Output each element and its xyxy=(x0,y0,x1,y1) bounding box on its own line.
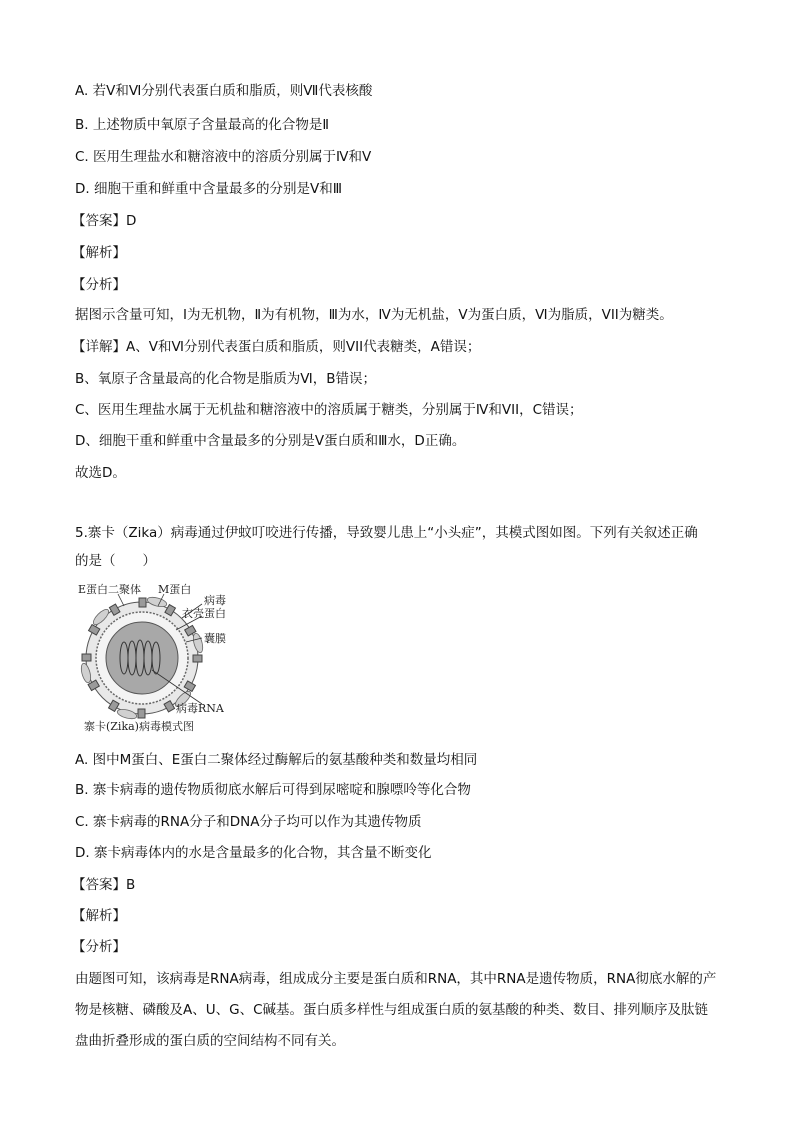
q5-analysis-line-2: 物是核糖、磷酸及A、U、G、C碱基。蛋白质多样性与组成蛋白质的氨基酸的种类、数目、排列顺序及肽链 xyxy=(75,1002,709,1018)
label-envelope: 囊膜 xyxy=(204,632,226,645)
label-e-protein-dimer: E蛋白二聚体 xyxy=(78,583,142,596)
label-m-protein: M蛋白 xyxy=(158,583,192,596)
q4-jiexi-heading: 【解析】 xyxy=(72,245,126,261)
q4-detail-b: B、氧原子含量最高的化合物是脂质为Ⅵ，B错误； xyxy=(75,371,376,387)
q5-answer: 【答案】B xyxy=(72,877,136,893)
q4-analysis: 据图示含量可知，Ⅰ为无机物，Ⅱ为有机物，Ⅲ为水，Ⅳ为无机盐，Ⅴ为蛋白质，Ⅵ为脂质，VII为糖类。 xyxy=(75,307,673,323)
q5-option-d: D. 寨卡病毒体内的水是含量最多的化合物，其含量不断变化 xyxy=(75,845,432,861)
q5-option-a: A. 图中M蛋白、E蛋白二聚体经过酶解后的氨基酸种类和数量均相同 xyxy=(75,752,478,768)
label-viral-rna: 病毒RNA xyxy=(176,702,224,715)
q5-option-b: B. 寨卡病毒的遗传物质彻底水解后可得到尿嘧啶和腺嘌呤等化合物 xyxy=(75,782,471,798)
q5-analysis-line-1: 由题图可知，该病毒是RNA病毒，组成成分主要是蛋白质和RNA，其中RNA是遗传物质，RNA彻底水解的产 xyxy=(75,971,717,987)
q4-option-d: D. 细胞干重和鲜重中含量最多的分别是Ⅴ和Ⅲ xyxy=(75,181,343,197)
q4-conclusion: 故选D。 xyxy=(75,465,126,481)
q4-detail-d: D、细胞干重和鲜重中含量最多的分别是Ⅴ蛋白质和Ⅲ水，D正确。 xyxy=(75,433,466,449)
q4-detail-c: C、医用生理盐水属于无机盐和糖溶液中的溶质属于糖类，分别属于Ⅳ和VII，C错误； xyxy=(75,402,583,418)
label-capsid-protein: 衣壳蛋白 xyxy=(182,607,226,620)
q5-fenxi-heading: 【分析】 xyxy=(72,939,126,955)
label-virus: 病毒 xyxy=(204,594,226,607)
zika-virus-diagram xyxy=(78,582,238,734)
q5-analysis-line-3: 盘曲折叠形成的蛋白质的空间结构不同有关。 xyxy=(75,1033,345,1049)
q5-option-c: C. 寨卡病毒的RNA分子和DNA分子均可以作为其遗传物质 xyxy=(75,814,422,830)
q4-fenxi-heading: 【分析】 xyxy=(72,277,126,293)
figure-caption: 寨卡(Zika)病毒模式图 xyxy=(84,720,194,733)
q5-stem-line-2: 的是（ ） xyxy=(75,553,156,569)
q4-option-c: C. 医用生理盐水和糖溶液中的溶质分别属于Ⅳ和Ⅴ xyxy=(75,149,372,165)
q5-stem-line-1: 5.寨卡（Zika）病毒通过伊蚊叮咬进行传播，导致婴儿患上“小头症”，其模式图如图。下列有关叙述正确 xyxy=(75,525,698,541)
q4-detail-a: 【详解】A、Ⅴ和Ⅵ分别代表蛋白质和脂质，则VII代表糖类，A错误； xyxy=(72,339,481,355)
q4-answer: 【答案】D xyxy=(72,213,137,229)
q4-option-b: B. 上述物质中氧原子含量最高的化合物是Ⅱ xyxy=(75,117,329,133)
q5-jiexi-heading: 【解析】 xyxy=(72,908,126,924)
q4-option-a: A. 若Ⅴ和Ⅵ分别代表蛋白质和脂质，则Ⅶ代表核酸 xyxy=(75,83,373,99)
